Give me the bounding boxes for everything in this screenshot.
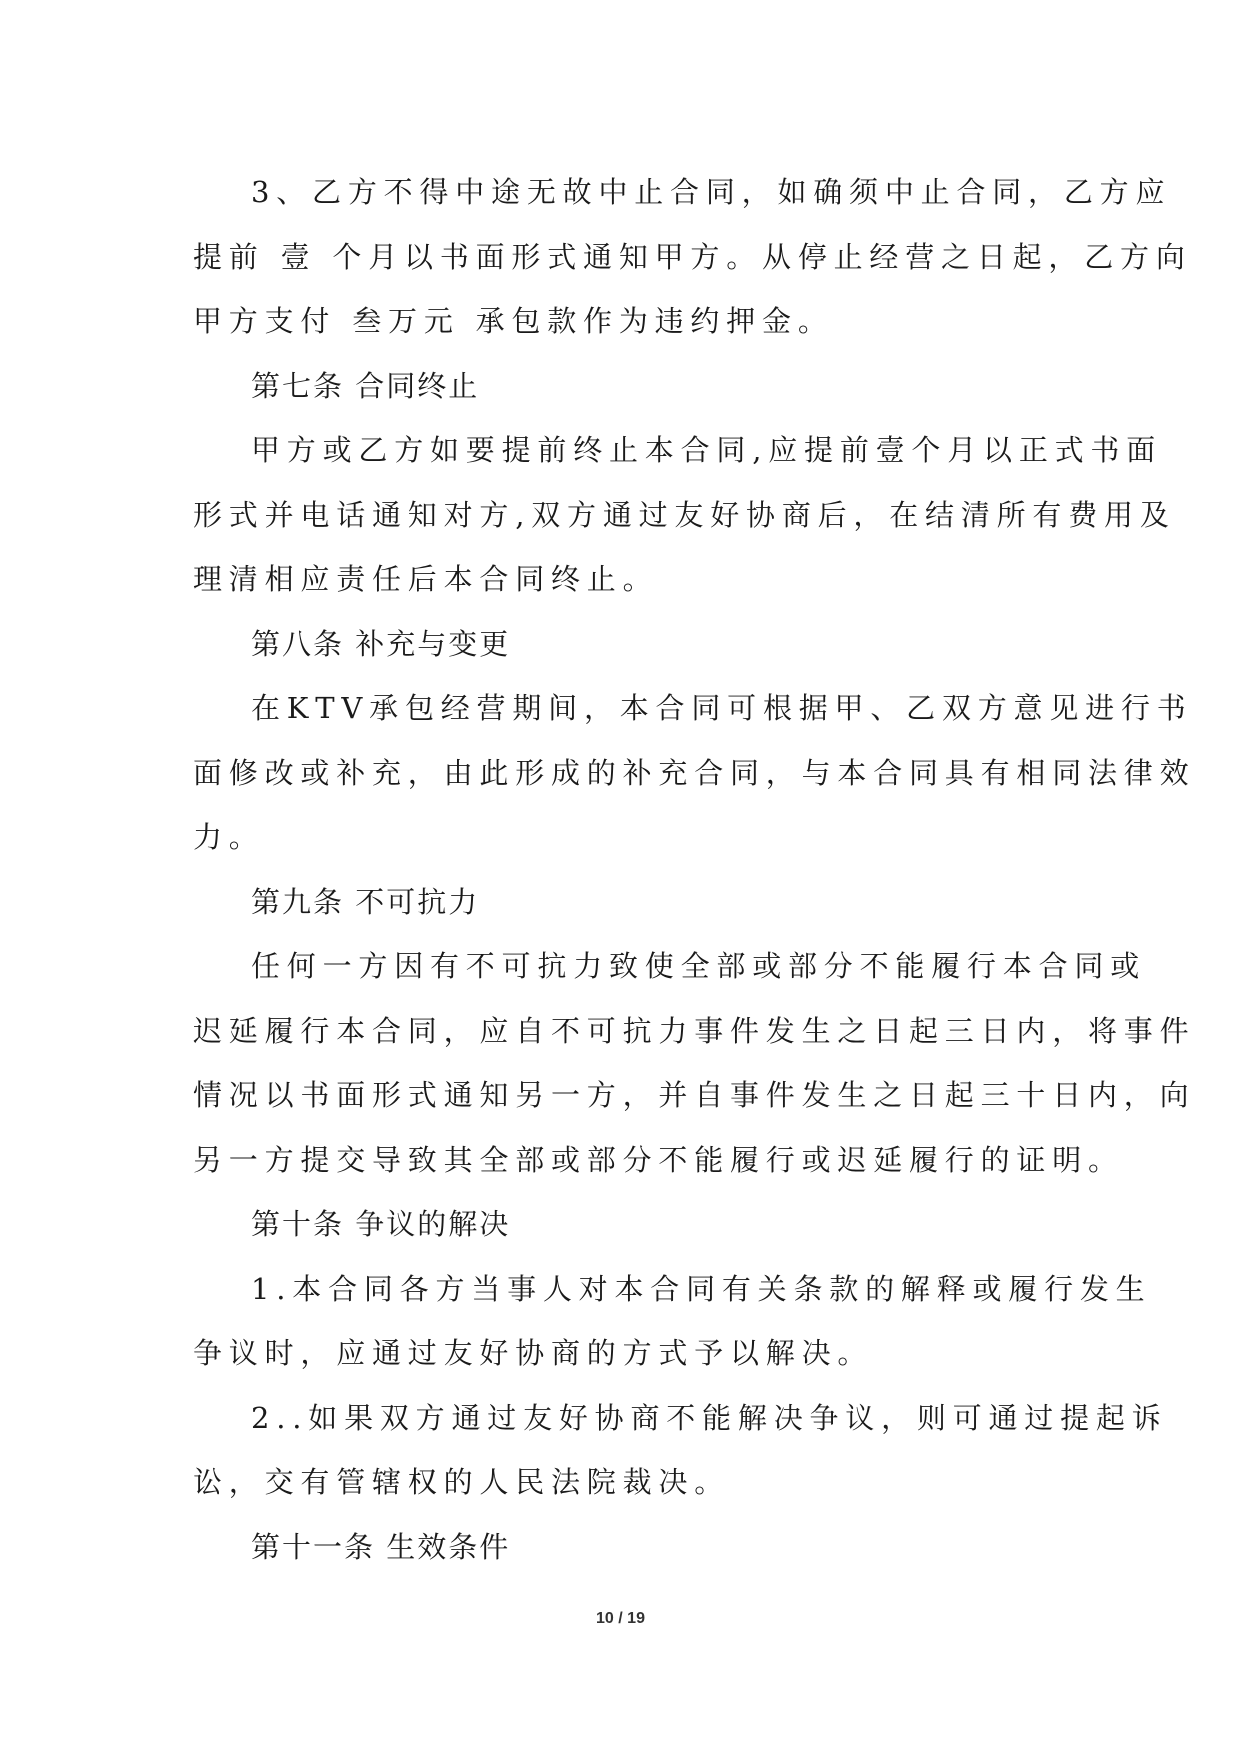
section-heading: 第十条 争议的解决 [251,1207,511,1241]
text-line: 争议时，应通过友好协商的方式予以解决。 [193,1336,874,1370]
section-heading: 第九条 不可抗力 [251,884,480,919]
text-line: 面修改或补充，由此形成的补充合同，与本合同具有相同法律效 [193,755,1196,790]
text-line: 甲方支付 叁万元 承包款作为违约押金。 [193,304,834,338]
text-line: 另一方提交导致其全部或部分不能履行或迟延履行的证明。 [193,1142,1124,1177]
section-heading: 第十一条 生效条件 [251,1529,511,1564]
text-line: 2..如果双方通过友好协商不能解决争议，则可通过提起诉 [251,1400,1168,1435]
text-line: 3、乙方不得中途无故中止合同，如确须中止合同，乙方应 [251,175,1172,209]
text-line: 任何一方因有不可抗力致使全部或部分不能履行本合同或 [251,949,1147,983]
text-line: 理清相应责任后本合同终止。 [193,562,659,596]
text-line: 讼，交有管辖权的人民法院裁决。 [193,1465,731,1499]
text-line: 在KTV承包经营期间，本合同可根据甲、乙双方意见进行书 [251,691,1193,725]
text-line: 1.本合同各方当事人对本合同有关条款的解释或履行发生 [251,1271,1152,1306]
text-line: 提前 壹 个月以书面形式通知甲方。从停止经营之日起，乙方向 [193,239,1192,274]
page-number: 10 / 19 [596,1610,645,1627]
text-line: 迟延履行本合同，应自不可抗力事件发生之日起三日内，将事件 [193,1013,1196,1048]
document-body [193,160,1196,1579]
section-heading: 第八条 补充与变更 [251,626,511,661]
section-heading: 第七条 合同终止 [251,368,480,403]
text-line: 情况以书面形式通知另一方，并自事件发生之日起三十日内，向 [193,1078,1196,1112]
text-line: 甲方或乙方如要提前终止本合同,应提前壹个月以正式书面 [251,433,1163,467]
text-line: 力。 [193,820,265,854]
text-line: 形式并电话通知对方,双方通过友好协商后，在结清所有费用及 [193,497,1176,532]
